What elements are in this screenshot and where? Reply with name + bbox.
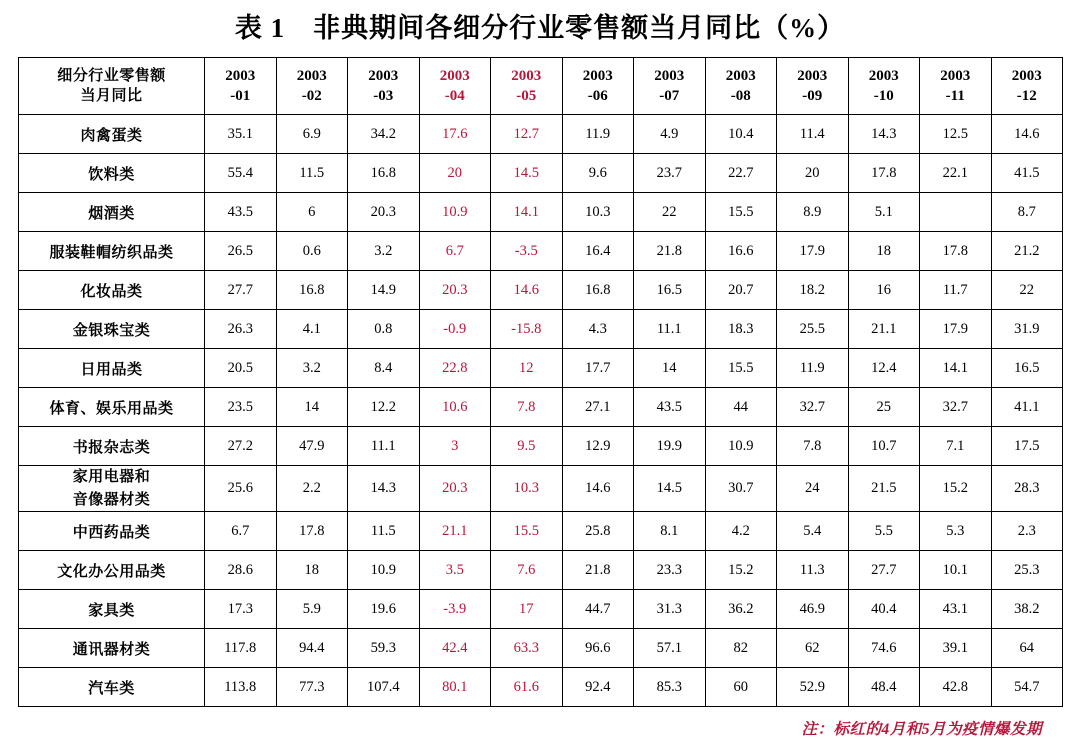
table-cell: 21.1: [848, 310, 920, 349]
table-cell: 36.2: [705, 590, 777, 629]
row-label: 文化办公用品类: [19, 551, 205, 590]
table-cell: 55.4: [205, 154, 277, 193]
column-header-year: 2003: [725, 67, 756, 84]
table-cell: 6: [276, 193, 348, 232]
table-cell: 10.9: [348, 551, 420, 590]
table-cell: 25.8: [562, 512, 634, 551]
row-label: 体育、娱乐用品类: [19, 388, 205, 427]
column-header-2003-10: [848, 58, 920, 115]
column-header-year: 2003: [439, 67, 470, 84]
table-cell: 107.4: [348, 668, 420, 707]
table-cell: 8.9: [777, 193, 849, 232]
column-header-month: -02: [301, 88, 322, 104]
table-cell: 52.9: [777, 668, 849, 707]
table-cell: 7.6: [491, 551, 563, 590]
table-header-row: [19, 58, 1063, 115]
table-cell: 5.4: [777, 512, 849, 551]
table-cell: 20.7: [705, 271, 777, 310]
table-cell: 4.1: [276, 310, 348, 349]
table-cell: 11.1: [634, 310, 706, 349]
row-label: [19, 466, 205, 512]
table-cell: 17: [491, 590, 563, 629]
table-cell: 14.6: [491, 271, 563, 310]
table-cell: 27.7: [205, 271, 277, 310]
table-cell: 9.5: [491, 427, 563, 466]
table-cell: 40.4: [848, 590, 920, 629]
column-header-year: 2003: [1011, 67, 1042, 84]
table-cell: 16: [848, 271, 920, 310]
table-cell: 21.8: [562, 551, 634, 590]
table-cell: 11.1: [348, 427, 420, 466]
row-label: 烟酒类: [19, 193, 205, 232]
table-cell: 15.2: [920, 466, 992, 512]
table-cell: 10.3: [491, 466, 563, 512]
column-header-year: 2003: [940, 67, 971, 84]
table-cell: 20.5: [205, 349, 277, 388]
column-header-month: -03: [373, 88, 394, 104]
table-cell: 62: [777, 629, 849, 668]
table-cell: 74.6: [848, 629, 920, 668]
table-cell: 7.1: [920, 427, 992, 466]
table-cell: 25.6: [205, 466, 277, 512]
table-cell: 27.7: [848, 551, 920, 590]
table-cell: 17.7: [562, 349, 634, 388]
row-label: 书报杂志类: [19, 427, 205, 466]
table-cell: 10.4: [705, 115, 777, 154]
table-cell: 34.2: [348, 115, 420, 154]
table-cell: 10.7: [848, 427, 920, 466]
row-label: 化妆品类: [19, 271, 205, 310]
column-header-2003-11: [920, 58, 992, 115]
table-cell: 6.7: [205, 512, 277, 551]
table-cell: 20.3: [348, 193, 420, 232]
table-cell: 7.8: [491, 388, 563, 427]
corner-label-line1: 细分行业零售额: [57, 67, 166, 84]
table-cell: 23.5: [205, 388, 277, 427]
column-header-year: 2003: [225, 67, 256, 84]
table-cell: 3: [419, 427, 491, 466]
table-cell: [920, 193, 992, 232]
row-label: 饮料类: [19, 154, 205, 193]
table-cell: 16.5: [634, 271, 706, 310]
table-row: [19, 115, 1063, 154]
table-cell: 24: [777, 466, 849, 512]
row-label-line1: 家用电器和: [72, 469, 151, 485]
table-cell: 11.7: [920, 271, 992, 310]
row-label: 服装鞋帽纺织品类: [19, 232, 205, 271]
table-row: [19, 629, 1063, 668]
table-cell: 19.9: [634, 427, 706, 466]
table-cell: 18.2: [777, 271, 849, 310]
table-cell: 22.7: [705, 154, 777, 193]
column-header-2003-03: [348, 58, 420, 115]
table-cell: 60: [705, 668, 777, 707]
column-header-2003-06: [562, 58, 634, 115]
table-cell: 21.5: [848, 466, 920, 512]
table-cell: 9.6: [562, 154, 634, 193]
table-cell: 0.8: [348, 310, 420, 349]
table-cell: 27.1: [562, 388, 634, 427]
table-cell: 59.3: [348, 629, 420, 668]
table-row: [19, 590, 1063, 629]
table-cell: 17.8: [848, 154, 920, 193]
table-cell: 32.7: [920, 388, 992, 427]
table-cell: 26.5: [205, 232, 277, 271]
table-cell: 15.5: [491, 512, 563, 551]
table-cell: 19.6: [348, 590, 420, 629]
table-cell: 14.3: [348, 466, 420, 512]
table-cell: 38.2: [991, 590, 1063, 629]
table-cell: 20.3: [419, 271, 491, 310]
table-cell: 28.6: [205, 551, 277, 590]
column-header-2003-08: [705, 58, 777, 115]
column-header-year: 2003: [797, 67, 828, 84]
table-cell: -3.9: [419, 590, 491, 629]
table-cell: 21.8: [634, 232, 706, 271]
table-cell: 44.7: [562, 590, 634, 629]
table-row: [19, 271, 1063, 310]
table-cell: 96.6: [562, 629, 634, 668]
column-header-2003-07: [634, 58, 706, 115]
table-row: [19, 427, 1063, 466]
table-cell: 10.1: [920, 551, 992, 590]
table-cell: 26.3: [205, 310, 277, 349]
table-cell: 94.4: [276, 629, 348, 668]
column-header-2003-04: [419, 58, 491, 115]
table-cell: 12.9: [562, 427, 634, 466]
table-row: [19, 466, 1063, 512]
column-header-month: -04: [444, 88, 465, 104]
table-cell: 15.5: [705, 193, 777, 232]
table-cell: 20: [777, 154, 849, 193]
table-cell: -15.8: [491, 310, 563, 349]
table-cell: 22: [634, 193, 706, 232]
table-cell: 17.8: [276, 512, 348, 551]
column-header-month: -12: [1016, 88, 1037, 104]
table-cell: 15.2: [705, 551, 777, 590]
table-cell: 5.3: [920, 512, 992, 551]
row-label: 通讯器材类: [19, 629, 205, 668]
table-cell: 14.3: [848, 115, 920, 154]
table-cell: 16.8: [562, 271, 634, 310]
table-cell: 8.1: [634, 512, 706, 551]
row-label-line2: 音像器材类: [72, 491, 151, 508]
table-cell: 5.5: [848, 512, 920, 551]
table-cell: 44: [705, 388, 777, 427]
table-cell: 32.7: [777, 388, 849, 427]
table-cell: 35.1: [205, 115, 277, 154]
column-header-year: 2003: [868, 67, 899, 84]
table-cell: 16.5: [991, 349, 1063, 388]
table-cell: 42.8: [920, 668, 992, 707]
table-cell: 39.1: [920, 629, 992, 668]
table-row: [19, 310, 1063, 349]
table-cell: 17.5: [991, 427, 1063, 466]
table-cell: 0.6: [276, 232, 348, 271]
table-cell: -0.9: [419, 310, 491, 349]
table-row: [19, 154, 1063, 193]
table-cell: 30.7: [705, 466, 777, 512]
table-cell: 25.5: [777, 310, 849, 349]
table-cell: 31.3: [634, 590, 706, 629]
table-cell: 23.7: [634, 154, 706, 193]
column-header-month: -05: [516, 88, 537, 104]
table-row: [19, 668, 1063, 707]
table-cell: 10.9: [705, 427, 777, 466]
table-cell: 27.2: [205, 427, 277, 466]
row-label: 肉禽蛋类: [19, 115, 205, 154]
table-cell: 5.9: [276, 590, 348, 629]
table-cell: 8.7: [991, 193, 1063, 232]
row-label: 日用品类: [19, 349, 205, 388]
table-cell: 14.9: [348, 271, 420, 310]
table-body: [19, 58, 1063, 707]
table-cell: 10.3: [562, 193, 634, 232]
table-cell: 28.3: [991, 466, 1063, 512]
table-cell: 17.8: [920, 232, 992, 271]
table-cell: 16.4: [562, 232, 634, 271]
table-cell: 10.9: [419, 193, 491, 232]
table-cell: 17.9: [920, 310, 992, 349]
table-cell: 43.1: [920, 590, 992, 629]
table-corner-label: [19, 58, 205, 115]
column-header-2003-01: [205, 58, 277, 115]
column-header-month: -06: [587, 88, 608, 104]
table-cell: 12: [491, 349, 563, 388]
table-cell: 8.4: [348, 349, 420, 388]
table-cell: 64: [991, 629, 1063, 668]
table-cell: 16.8: [276, 271, 348, 310]
column-header-year: 2003: [511, 67, 542, 84]
table-cell: 22.8: [419, 349, 491, 388]
table-cell: 6.9: [276, 115, 348, 154]
table-cell: 11.4: [777, 115, 849, 154]
table-cell: 5.1: [848, 193, 920, 232]
column-header-2003-12: [991, 58, 1063, 115]
column-header-2003-02: [276, 58, 348, 115]
table-cell: 14.5: [491, 154, 563, 193]
table-cell: 46.9: [777, 590, 849, 629]
table-cell: 14: [634, 349, 706, 388]
table-cell: 14.6: [991, 115, 1063, 154]
column-header-year: 2003: [296, 67, 327, 84]
corner-label-line2: 当月同比: [80, 88, 143, 104]
table-cell: 48.4: [848, 668, 920, 707]
table-cell: 15.5: [705, 349, 777, 388]
column-header-2003-05: [491, 58, 563, 115]
table-row: [19, 349, 1063, 388]
row-label: 中西药品类: [19, 512, 205, 551]
table-cell: 2.2: [276, 466, 348, 512]
table-cell: 14.1: [920, 349, 992, 388]
table-cell: 63.3: [491, 629, 563, 668]
table-cell: 41.5: [991, 154, 1063, 193]
table-cell: 10.6: [419, 388, 491, 427]
table-cell: 14.1: [491, 193, 563, 232]
column-header-month: -10: [873, 88, 894, 104]
column-header-month: -01: [230, 88, 251, 104]
table-cell: 85.3: [634, 668, 706, 707]
table-cell: 43.5: [634, 388, 706, 427]
table-cell: 12.5: [920, 115, 992, 154]
table-cell: 11.5: [348, 512, 420, 551]
table-cell: 43.5: [205, 193, 277, 232]
table-cell: 16.6: [705, 232, 777, 271]
table-cell: 18.3: [705, 310, 777, 349]
table-cell: 42.4: [419, 629, 491, 668]
table-row: [19, 388, 1063, 427]
table-cell: 25: [848, 388, 920, 427]
column-header-year: 2003: [368, 67, 399, 84]
table-cell: 3.2: [276, 349, 348, 388]
table-cell: 117.8: [205, 629, 277, 668]
table-cell: 22: [991, 271, 1063, 310]
table-cell: 25.3: [991, 551, 1063, 590]
table-cell: 31.9: [991, 310, 1063, 349]
table-cell: 6.7: [419, 232, 491, 271]
table-cell: 3.5: [419, 551, 491, 590]
table-cell: 82: [705, 629, 777, 668]
table-cell: 14.5: [634, 466, 706, 512]
column-header-month: -08: [730, 88, 751, 104]
table-row: [19, 232, 1063, 271]
table-row: [19, 512, 1063, 551]
table-cell: 4.9: [634, 115, 706, 154]
table-cell: 17.6: [419, 115, 491, 154]
table-cell: 17.3: [205, 590, 277, 629]
table-cell: 22.1: [920, 154, 992, 193]
table-cell: 2.3: [991, 512, 1063, 551]
table-cell: 20: [419, 154, 491, 193]
table-cell: 3.2: [348, 232, 420, 271]
table-cell: -3.5: [491, 232, 563, 271]
column-header-month: -09: [802, 88, 823, 104]
column-header-year: 2003: [654, 67, 685, 84]
table-row: [19, 193, 1063, 232]
table-cell: 80.1: [419, 668, 491, 707]
page-title: 表 1 非典期间各细分行业零售额当月同比（%）: [234, 13, 846, 43]
table-cell: 12.4: [848, 349, 920, 388]
retail-sales-table: [18, 57, 1063, 707]
table-cell: 11.9: [562, 115, 634, 154]
column-header-year: 2003: [582, 67, 613, 84]
row-label: 金银珠宝类: [19, 310, 205, 349]
table-cell: 77.3: [276, 668, 348, 707]
table-cell: 4.3: [562, 310, 634, 349]
row-label: 汽车类: [19, 668, 205, 707]
table-cell: 11.9: [777, 349, 849, 388]
table-cell: 7.8: [777, 427, 849, 466]
table-cell: 23.3: [634, 551, 706, 590]
table-cell: 47.9: [276, 427, 348, 466]
table-cell: 12.7: [491, 115, 563, 154]
table-cell: 14: [276, 388, 348, 427]
table-cell: 113.8: [205, 668, 277, 707]
table-cell: 4.2: [705, 512, 777, 551]
table-note: 注：标红的4月和5月为疫情爆发期: [801, 721, 1042, 738]
column-header-2003-09: [777, 58, 849, 115]
table-cell: 92.4: [562, 668, 634, 707]
column-header-month: -11: [945, 88, 965, 104]
table-cell: 16.8: [348, 154, 420, 193]
table-cell: 41.1: [991, 388, 1063, 427]
table-cell: 18: [848, 232, 920, 271]
row-label: 家具类: [19, 590, 205, 629]
table-cell: 18: [276, 551, 348, 590]
table-cell: 57.1: [634, 629, 706, 668]
column-header-month: -07: [659, 88, 680, 104]
table-cell: 11.3: [777, 551, 849, 590]
table-cell: 61.6: [491, 668, 563, 707]
table-cell: 21.2: [991, 232, 1063, 271]
table-cell: 12.2: [348, 388, 420, 427]
table-cell: 14.6: [562, 466, 634, 512]
table-cell: 21.1: [419, 512, 491, 551]
table-row: [19, 551, 1063, 590]
table-cell: 54.7: [991, 668, 1063, 707]
table-cell: 20.3: [419, 466, 491, 512]
table-cell: 17.9: [777, 232, 849, 271]
table-cell: 11.5: [276, 154, 348, 193]
